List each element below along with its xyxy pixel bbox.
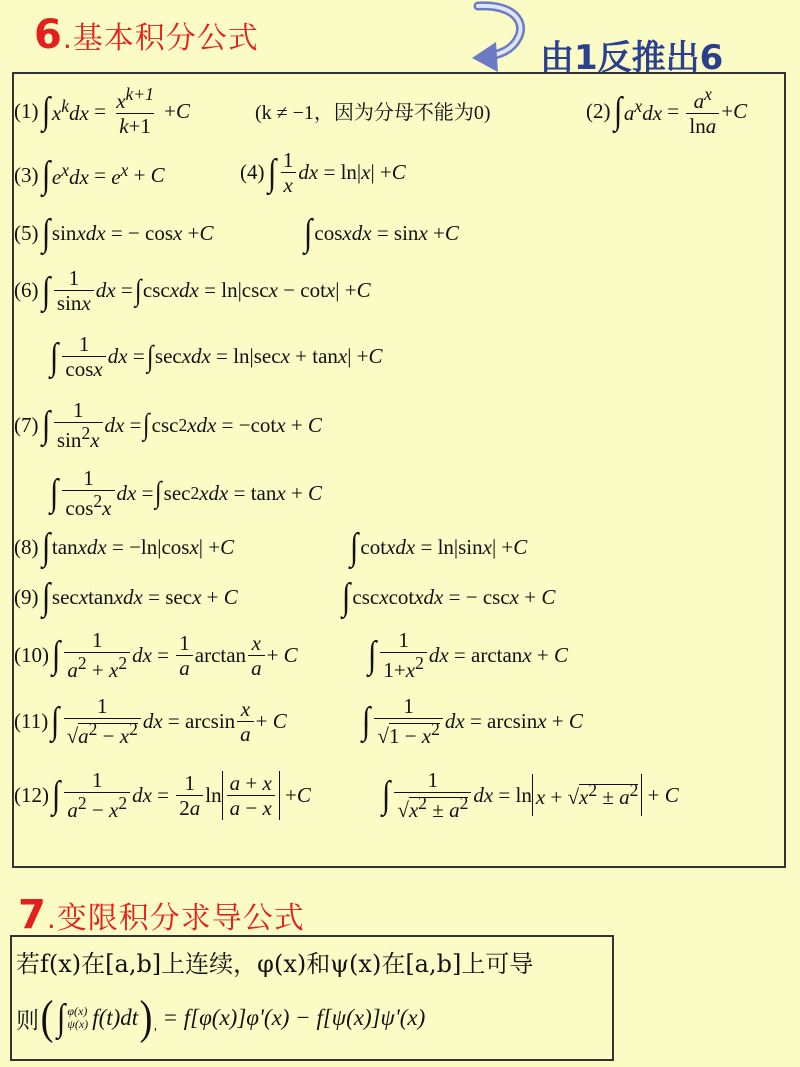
fraction: $\frac{1}{√1 - x^2}$ (374, 694, 442, 748)
formula-label: (6) (14, 278, 39, 303)
section-number: 6 (34, 12, 62, 58)
formula-3: (3) ∫ $e^xdx$ = $e^x$ + C (14, 154, 165, 196)
formula-label: (3) (14, 162, 39, 187)
formula-8b: ∫ cot xdx = ln|sin x | + C (350, 526, 528, 568)
formula-12: (12) ∫ $\frac{1}{a^2 - x^2}$ dx = $\frac{1}{2a}$ ln $\frac{a + x}{a - x}$ + C (14, 768, 311, 823)
integral-sign: ∫ (382, 774, 391, 817)
formula-label: (4) (240, 160, 265, 185)
formula-9b: ∫ csc x cot xdx = − csc x + C (342, 576, 556, 618)
formula-11: (11) ∫ $\frac{1}{√a^2 - x^2}$ dx = arcsin $\frac{x}{a}$ + C (14, 694, 287, 749)
fraction: $\frac{1}{x}$ (280, 148, 297, 197)
fraction: $\frac{1}{a}$ (176, 631, 193, 680)
left-paren: ( (40, 991, 54, 1044)
integral-sign: ∫ (350, 526, 359, 568)
integral-sign: ∫ (304, 212, 313, 254)
fraction: $\frac{1}{a^2 + x^2}$ (64, 628, 130, 682)
right-paren: ) (139, 991, 153, 1044)
formula-7b: ∫ $\frac{1}{\cos^2x}$ dx = ∫ sec 2 xdx = tan x + C (50, 466, 323, 521)
integral-sign: ∫ (52, 634, 61, 677)
rule-rhs: = f[φ(x)]φ'(x) − f[ψ(x)]ψ'(x) (162, 1005, 426, 1030)
formula-2: (2) ∫ $a^xdx$ = $\frac{a^x}{\ln a}$ + C (586, 84, 748, 139)
formula-1: (1) ∫ $x^kdx$ = $\frac{x^{k+1}}{k+1}$ + C (14, 84, 190, 139)
fraction: $\frac{1}{2a}$ (176, 771, 203, 820)
formula-label: (10) (14, 642, 49, 667)
section-title: 基本积分公式 (72, 21, 259, 56)
integral-sign: ∫ (342, 576, 351, 618)
formula-10b: ∫ $\frac{1}{1+x^2}$ dx = arctan x + C (368, 628, 568, 683)
formula-label: (12) (14, 782, 49, 807)
integral-sign: ∫ (57, 997, 66, 1039)
fraction: $\frac{1}{√x^2 \pm a^2}$ (394, 768, 471, 822)
lower-limit: ψ(x) (67, 1017, 89, 1031)
section-dot: . (46, 902, 56, 935)
integral-sign: ∫ (368, 634, 377, 677)
integral-sign: ∫ (50, 472, 59, 515)
integral-sign: ∫ (155, 476, 162, 510)
integral-sign: ∫ (41, 269, 50, 312)
integral-sign: ∫ (52, 774, 61, 817)
integrand: f(t)dt (92, 1005, 139, 1030)
formula-label: (1) (14, 98, 39, 123)
fraction: $\frac{1}{√a^2 - x^2}$ (64, 694, 141, 748)
derivative-subscript: ' (154, 1026, 157, 1041)
fraction: $\frac{x^{k+1}}{k+1}$ (116, 84, 154, 139)
formula-9: (9) ∫ sec x tan xdx = sec x + C (14, 576, 238, 618)
formula-label: (7) (14, 412, 39, 437)
fraction: $\frac{1}{\cos x}$ (62, 332, 105, 381)
rule-prefix: 则 (16, 1007, 39, 1034)
formula-label: (5) (14, 220, 39, 245)
section-number: 7 (18, 892, 46, 938)
fraction: $\frac{1}{\sin x}$ (54, 266, 94, 315)
upper-limit: φ(x) (67, 1003, 88, 1018)
integral-sign: ∫ (362, 700, 371, 743)
fraction: $\frac{1}{\cos^2x}$ (62, 466, 114, 520)
integral-sign: ∫ (51, 700, 60, 743)
formula-7: (7) ∫ $\frac{1}{\sin^2x}$ dx = ∫ csc 2 xdx = −cot x + C (14, 398, 322, 453)
integral-sign: ∫ (41, 576, 50, 618)
integral-sign: ∫ (50, 335, 59, 378)
integral-sign: ∫ (41, 404, 50, 447)
formula-10: (10) ∫ $\frac{1}{a^2 + x^2}$ dx = $\frac{1}{a}$ arctan $\frac{x}{a}$ + C (14, 628, 298, 683)
formula-label: (11) (14, 708, 49, 733)
integral-limits (67, 1005, 88, 1031)
integral-sign: ∫ (41, 154, 50, 196)
fraction: $\frac{1}{1+x^2}$ (380, 628, 426, 682)
fraction: $\frac{1}{\sin^2x}$ (54, 398, 103, 452)
fraction: $\frac{x}{a}$ (248, 631, 265, 680)
formula-5b: ∫ cos xdx = sin x + C (304, 212, 459, 254)
rule-formula (16, 991, 426, 1044)
fraction: $\frac{x}{a}$ (237, 697, 254, 746)
integral-sign: ∫ (613, 90, 622, 133)
formula-label: (2) (586, 98, 611, 123)
fraction: $\frac{1}{a^2 - x^2}$ (64, 768, 130, 822)
derivation-note: 由1反推出6 (540, 38, 724, 78)
fraction: $\frac{a^x}{\ln a}$ (686, 84, 719, 138)
integral-sign: ∫ (267, 151, 276, 194)
rule-condition: 若f(x)在[a,b]上连续，φ(x)和ψ(x)在[a,b]上可导 (16, 950, 534, 978)
formula-1-comment: (k ≠ −1，因为分母不能为0) (255, 102, 491, 124)
fraction: $\frac{a + x}{a - x}$ (227, 771, 275, 820)
integral-sign: ∫ (146, 339, 154, 373)
formula-8: (8) ∫ tan xdx = −ln|cos x | + C (14, 526, 235, 568)
integral-sign: ∫ (41, 90, 50, 133)
formula-4: (4) ∫ $\frac{1}{x}$ dx = ln| x | + C (240, 148, 406, 198)
integral-sign: ∫ (143, 408, 150, 442)
section-6-heading (34, 12, 259, 58)
curved-arrow-icon (468, 0, 538, 74)
formula-label: (9) (14, 584, 39, 609)
section-title: 变限积分求导公式 (56, 901, 305, 936)
formula-6b: ∫ $\frac{1}{\cos x}$ dx = ∫ sec xdx = ln|sec x + tan x | + C (50, 332, 383, 382)
formula-6: (6) ∫ $\frac{1}{\sin x}$ dx = ∫ csc xdx = ln|csc x − cot x | + C (14, 266, 371, 316)
formula-5: (5) ∫ sin xdx = − cos x + C (14, 212, 214, 254)
integral-sign: ∫ (134, 273, 142, 307)
integral-sign: ∫ (41, 526, 50, 568)
formula-12b: ∫ $\frac{1}{√x^2 \pm a^2}$ dx = ln $x + √x^2 \pm a^2$ + C (382, 768, 679, 823)
formula-11b: ∫ $\frac{1}{√1 - x^2}$ dx = arcsin x + C (362, 694, 583, 749)
formula-label: (8) (14, 534, 39, 559)
integral-sign: ∫ (41, 212, 50, 254)
section-dot: . (62, 22, 72, 55)
section-7-heading (18, 892, 305, 938)
